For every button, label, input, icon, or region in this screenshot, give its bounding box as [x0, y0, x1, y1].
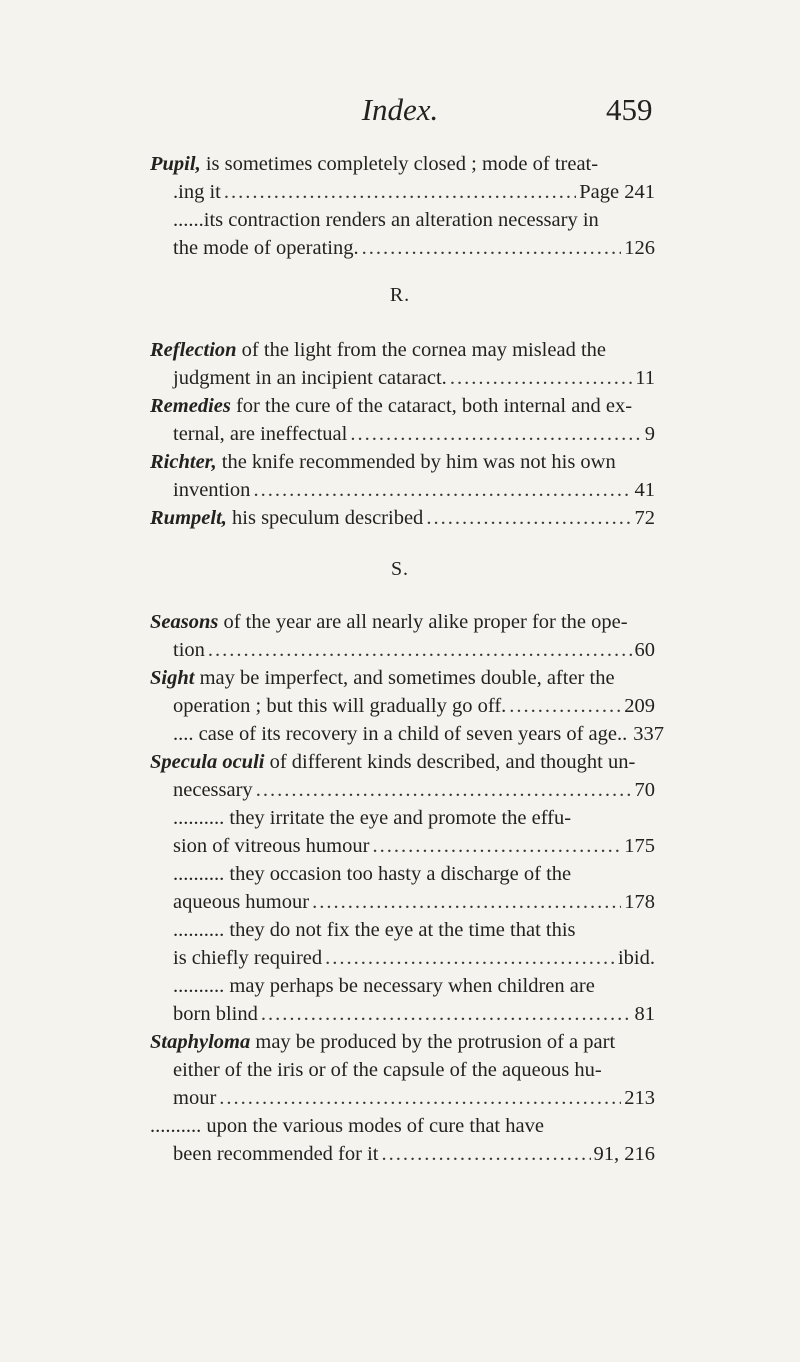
index-line	[173, 776, 655, 804]
index-line	[173, 1056, 602, 1084]
ditto-dots: ..........	[173, 975, 225, 997]
index-text: .ing it	[173, 181, 221, 203]
index-entry-head	[150, 504, 423, 532]
leader-dots	[426, 504, 631, 532]
index-page-ref: ibid.	[617, 947, 655, 969]
index-text: of the year are all nearly alike proper for the ope-	[218, 611, 628, 633]
leader-dots	[208, 636, 632, 664]
leader-dots	[362, 234, 622, 262]
index-line	[150, 150, 598, 178]
section-letter-r: R.	[389, 284, 411, 306]
leader-dots	[381, 1140, 590, 1168]
index-page-ref: 70	[634, 779, 655, 801]
index-text: for the cure of the cataract, both internal and ex-	[230, 395, 633, 417]
index-line	[150, 448, 616, 476]
index-line	[173, 832, 655, 860]
leader-dots	[256, 776, 632, 804]
index-text: is chiefly required	[173, 947, 323, 969]
index-line	[150, 1028, 615, 1056]
index-line	[173, 234, 655, 262]
index-term: Sight	[150, 667, 195, 689]
leader-dots	[372, 832, 621, 860]
index-term: Remedies	[150, 395, 231, 417]
index-text: may be produced by the protrusion of a part	[250, 1031, 616, 1053]
index-text: the mode of operating.	[173, 237, 359, 259]
index-line	[173, 804, 571, 832]
index-line	[173, 888, 655, 916]
index-text: is sometimes completely closed ; mode of treat-	[200, 153, 599, 175]
index-text: his speculum described	[226, 507, 424, 529]
index-entry-head	[173, 720, 627, 748]
index-line	[173, 692, 655, 720]
index-text: been recommended for it	[173, 1143, 379, 1165]
leader-dots	[261, 1000, 632, 1028]
leader-dots	[219, 1084, 621, 1112]
index-text: the knife recommended by him was not his own	[216, 451, 616, 473]
index-page-ref: 209	[624, 695, 655, 717]
index-text: necessary	[173, 779, 253, 801]
index-line	[173, 916, 576, 944]
index-term: Rumpelt,	[150, 507, 227, 529]
ditto-dots: ..........	[150, 1115, 202, 1137]
index-line	[173, 364, 655, 392]
index-text: mour	[173, 1087, 217, 1109]
index-line	[150, 748, 635, 776]
leader-dots	[325, 944, 615, 972]
index-term: Seasons	[150, 611, 219, 633]
index-text: either of the iris or of the capsule of the aqueous hu-	[173, 1059, 602, 1081]
index-line	[150, 1112, 544, 1140]
index-line	[150, 336, 606, 364]
index-page-ref: 178	[624, 891, 655, 913]
index-text: operation ; but this will gradually go off.	[173, 695, 507, 717]
index-text: invention	[173, 479, 251, 501]
index-page-ref: 41	[634, 479, 655, 501]
index-term: Specula oculi	[150, 751, 265, 773]
ditto-dots: ......	[173, 209, 204, 231]
index-line	[150, 608, 628, 636]
index-term: Richter,	[150, 451, 217, 473]
index-line	[173, 944, 655, 972]
index-line	[173, 178, 655, 206]
page-number: 459	[606, 92, 653, 127]
ditto-dots: ..........	[173, 807, 225, 829]
ditto-dots: ..........	[173, 863, 225, 885]
index-text: may be imperfect, and sometimes double, after the	[194, 667, 615, 689]
index-line	[173, 206, 599, 234]
index-line	[173, 636, 655, 664]
index-page-ref: 9	[644, 423, 655, 445]
ditto-dots: ..........	[173, 919, 225, 941]
index-line	[173, 972, 595, 1000]
index-text: tion	[173, 639, 205, 661]
index-page-ref: Page 241	[579, 181, 655, 203]
section-letter-s: S.	[390, 558, 410, 580]
index-line	[173, 420, 655, 448]
leader-dots	[450, 364, 632, 392]
leader-dots	[224, 178, 576, 206]
index-text: case of its recovery in a child of seven years of age..	[193, 723, 628, 745]
index-text: its contraction renders an alteration necessary in	[203, 209, 599, 231]
index-text: may perhaps be necessary when children are	[224, 975, 595, 997]
index-term: Reflection	[150, 339, 237, 361]
index-text: of the light from the cornea may mislead the	[236, 339, 606, 361]
index-page-ref: 213	[624, 1087, 655, 1109]
index-text: ternal, are ineffectual	[173, 423, 348, 445]
index-line	[173, 720, 664, 748]
index-text: sion of vitreous humour	[173, 835, 370, 857]
index-page-ref: 91, 216	[593, 1143, 655, 1165]
index-text: judgment in an incipient cataract.	[173, 367, 447, 389]
index-line	[150, 504, 655, 532]
index-term: Staphyloma	[150, 1031, 251, 1053]
ditto-dots: ....	[173, 723, 194, 745]
page-header	[0, 92, 800, 132]
index-text: upon the various modes of cure that have	[201, 1115, 544, 1137]
index-line	[173, 1140, 655, 1168]
index-text: born blind	[173, 1003, 258, 1025]
index-line	[150, 392, 632, 420]
index-line	[173, 1084, 655, 1112]
running-title: Index.	[361, 92, 439, 127]
leader-dots	[350, 420, 641, 448]
leader-dots	[312, 888, 621, 916]
index-line	[173, 860, 571, 888]
index-page-ref: 81	[634, 1003, 655, 1025]
index-text: they occasion too hasty a discharge of the	[224, 863, 572, 885]
index-page-ref: 126	[624, 237, 655, 259]
index-page-ref: 72	[634, 507, 655, 529]
index-text: they irritate the eye and promote the effu-	[224, 807, 572, 829]
index-text: aqueous humour	[173, 891, 310, 913]
leader-dots	[253, 476, 631, 504]
index-line	[173, 1000, 655, 1028]
index-page-ref: 60	[634, 639, 655, 661]
index-term: Pupil,	[150, 153, 201, 175]
index-line	[173, 476, 655, 504]
index-page-ref: 175	[624, 835, 655, 857]
index-page-ref: 337	[633, 723, 664, 745]
index-text: of different kinds described, and thought un-	[264, 751, 636, 773]
index-page-ref: 11	[635, 367, 655, 389]
leader-dots	[509, 692, 621, 720]
index-line	[150, 664, 615, 692]
index-text: they do not fix the eye at the time that this	[224, 919, 576, 941]
